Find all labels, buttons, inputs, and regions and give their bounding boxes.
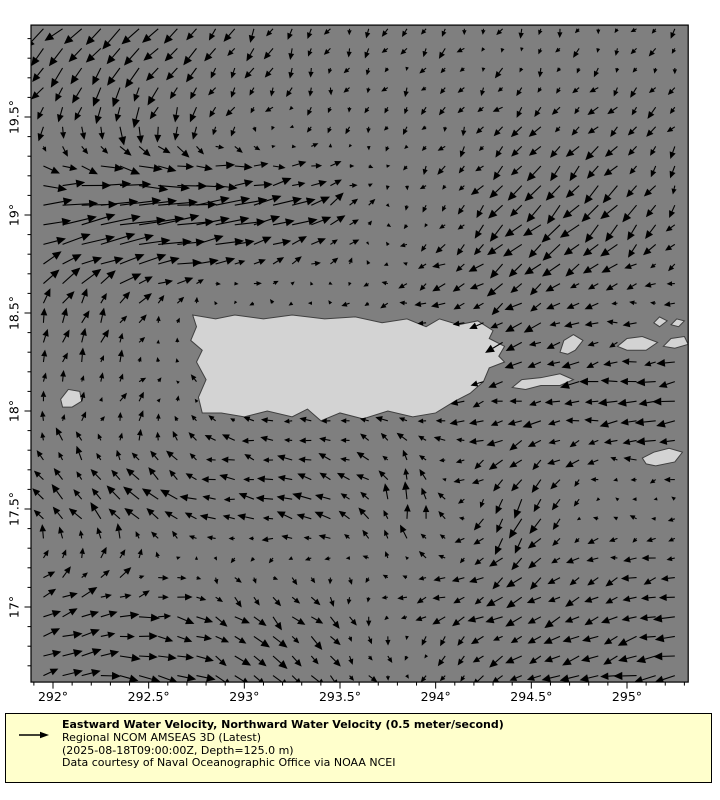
reference-arrow-icon [18,730,50,740]
x-tick-label: 292.5° [127,689,170,704]
legend-model-name: Regional NCOM AMSEAS 3D (Latest) [62,730,261,744]
legend-box [5,713,712,783]
legend-data-courtesy: Data courtesy of Naval Oceanographic Office via NOAA NCEI [62,756,396,770]
y-tick-label: 19° [6,203,22,227]
legend-title: Eastward Water Velocity, Northward Water Velocity (0.5 meter/second) [62,718,504,731]
reference-arrow-wrap [6,714,62,744]
y-tick-label: 17° [6,595,22,619]
x-tick-label: 293.5° [318,689,362,704]
y-tick-label: 18° [6,399,22,423]
legend-text-block [62,714,504,770]
y-tick-label: 18.5° [6,295,22,331]
legend-time-depth: (2025-08-18T09:00:00Z, Depth=125.0 m) [62,743,294,757]
x-tick-label: 294.5° [510,689,553,704]
x-tick-label: 295° [611,689,643,704]
y-tick-label: 17.5° [6,491,22,527]
x-tick-label: 292° [37,689,69,704]
y-tick-label: 19.5° [6,99,22,135]
x-tick-label: 293° [229,689,260,704]
x-tick-label: 294° [420,689,451,704]
